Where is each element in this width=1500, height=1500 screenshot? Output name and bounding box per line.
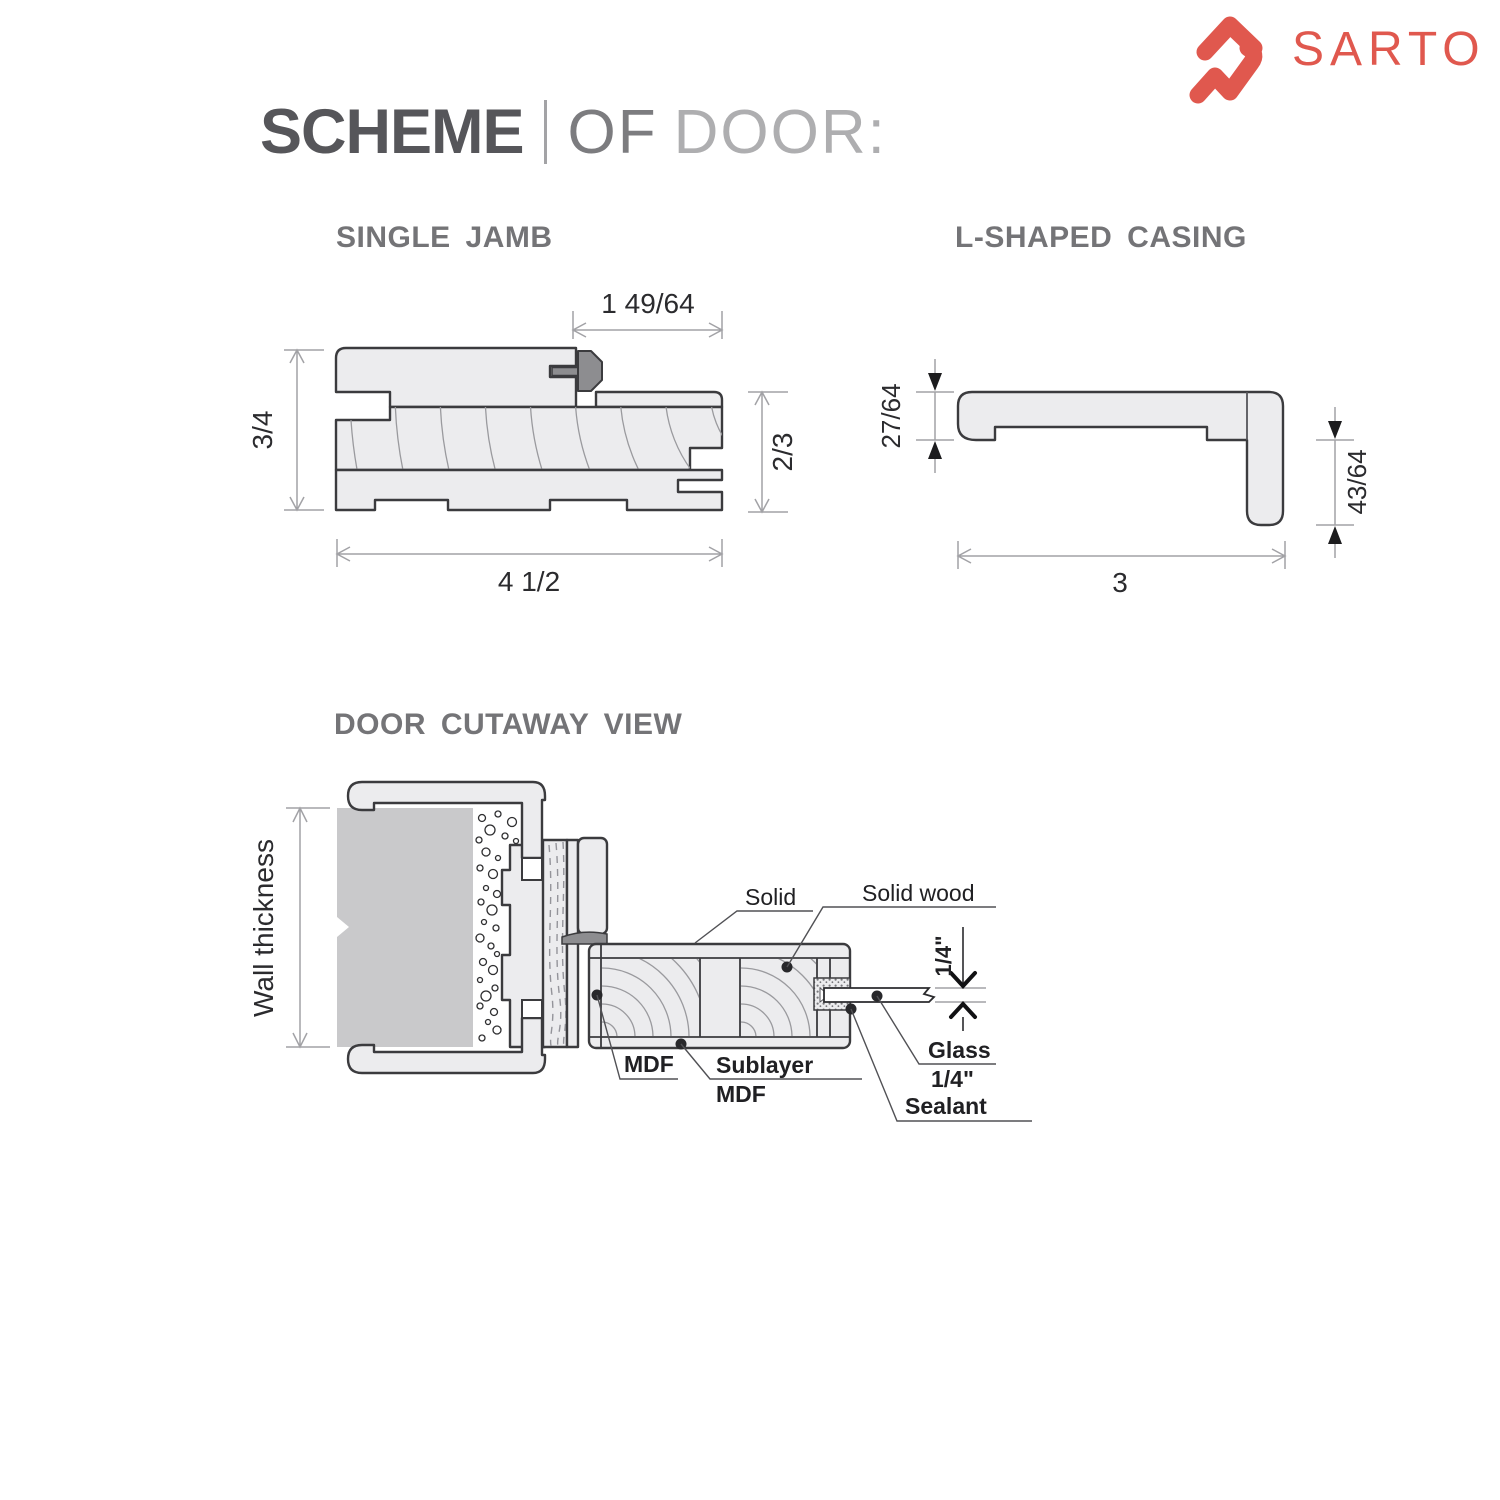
door-panel-body (589, 944, 850, 1048)
heading-door-cutaway-view: DOOR CUTAWAY VIEW (334, 708, 683, 741)
dim-label-right: 2/3 (767, 432, 798, 472)
jamb-wood-band (336, 407, 722, 470)
l-casing-dim-right (1316, 407, 1372, 558)
label-mdf: MDF (624, 1051, 674, 1077)
door-stop-block (578, 838, 607, 934)
dim-label-top: 1 49/64 (601, 288, 695, 319)
dim-label-left: 3/4 (247, 410, 278, 450)
single-jamb-dim-left (247, 350, 324, 510)
l-casing-dim-bottom (958, 541, 1285, 598)
jamb-bottom-slab (336, 470, 722, 510)
wall-thickness-dim (248, 808, 330, 1047)
bottom-casing-mortise (522, 1000, 542, 1018)
logo-wordmark: SARTO (1292, 23, 1486, 76)
single-jamb-drawing (247, 0, 1295, 885)
single-jamb-dim-top (573, 288, 722, 339)
callout-glass (872, 991, 997, 1093)
dim-label-right: 43/64 (1342, 449, 1372, 515)
heading-l-shaped-casing: L-SHAPED CASING (955, 221, 1247, 254)
label-sublayer: Sublayer (716, 1052, 814, 1078)
label-glass-size: 1/4" (931, 1066, 974, 1092)
wall-thickness-label: Wall thickness (248, 839, 279, 1017)
wall-section (337, 808, 473, 1047)
dim-label-bottom: 4 1/2 (497, 566, 561, 597)
door-panel (589, 914, 934, 1048)
callout-solid (695, 884, 813, 943)
title-door: DOOR: (673, 97, 887, 167)
label-sublayer-mdf: MDF (716, 1081, 766, 1107)
l-casing-drawing (876, 359, 1372, 598)
dim-label-bottom: 3 (1112, 567, 1128, 598)
single-jamb-dim-bottom (337, 539, 722, 597)
top-casing-mortise (522, 858, 542, 880)
glass-gap-dim (931, 927, 986, 1031)
glass-gap-label: 1/4" (931, 935, 956, 977)
jamb-gasket-seal (578, 351, 602, 391)
single-jamb-dim-right (748, 392, 798, 512)
heading-single-jamb: SINGLE JAMB (336, 221, 553, 254)
door-cutaway-drawing (248, 782, 1032, 1121)
label-sealant: Sealant (905, 1093, 987, 1119)
label-solid-wood: Solid wood (862, 880, 975, 906)
jamb-top-slab (336, 348, 576, 407)
sarto-logo-icon (1198, 25, 1254, 95)
label-solid: Solid (745, 884, 797, 910)
title-of: OF (567, 97, 658, 167)
label-glass: Glass (928, 1037, 991, 1063)
jamb-right-slab (596, 392, 722, 407)
l-casing-profile (958, 392, 1283, 525)
title-primary: SCHEME (260, 97, 524, 167)
dim-label-left: 27/64 (876, 383, 906, 449)
l-casing-dim-left (876, 359, 954, 473)
